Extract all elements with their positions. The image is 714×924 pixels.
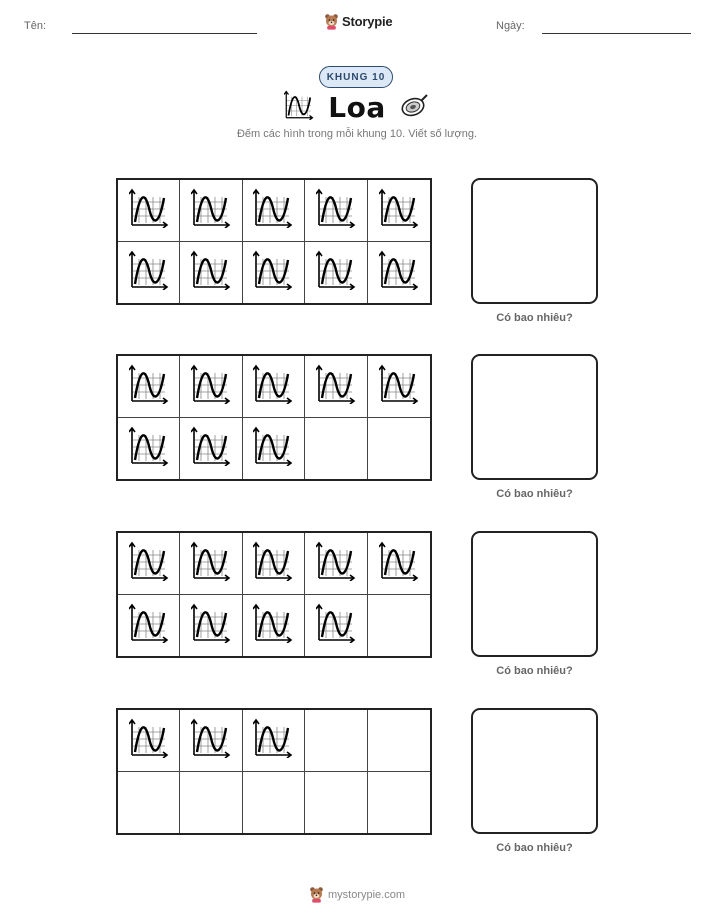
date-line[interactable] — [542, 33, 691, 34]
brand-name: Storypie — [342, 14, 393, 29]
frame-cell — [305, 595, 367, 657]
wave-graph-icon — [191, 541, 231, 586]
frame-cell — [180, 356, 242, 418]
instruction-text: Đếm các hình trong mỗi khung 10. Viết số lượng. — [236, 128, 477, 140]
wave-graph-icon — [191, 250, 231, 295]
frame-cell — [118, 356, 180, 418]
ten-frame-2 — [116, 354, 432, 481]
frame-cell — [243, 242, 305, 304]
frame-cell — [180, 418, 242, 480]
page-title: Loa — [328, 91, 386, 124]
how-many-label-4: Có bao nhiêu? — [496, 842, 573, 854]
storypie-bear-icon — [324, 13, 339, 30]
frame-cell — [180, 533, 242, 595]
wave-graph-icon — [253, 603, 293, 648]
date-label: Ngày: — [496, 20, 525, 32]
frame-cell — [118, 595, 180, 657]
brand-logo — [324, 13, 392, 30]
frame-cell — [118, 772, 180, 834]
answer-box-2[interactable] — [471, 354, 598, 480]
wave-graph-icon — [316, 541, 356, 586]
wave-graph-icon — [129, 541, 169, 586]
wave-graph-icon — [253, 718, 293, 763]
frame-cell — [180, 710, 242, 772]
wave-graph-icon — [253, 426, 293, 471]
wave-graph-icon — [129, 250, 169, 295]
wave-graph-icon — [316, 364, 356, 409]
wave-graph-icon — [191, 426, 231, 471]
frame-cell — [305, 180, 367, 242]
wave-graph-icon — [316, 188, 356, 233]
frame-cell — [368, 242, 430, 304]
frame-cell — [243, 710, 305, 772]
wave-graph-icon — [191, 364, 231, 409]
wave-graph-icon — [379, 541, 419, 586]
answer-box-3[interactable] — [471, 531, 598, 657]
title-row — [0, 90, 714, 125]
wave-graph-icon — [253, 541, 293, 586]
wave-graph-icon — [379, 364, 419, 409]
frame-cell — [368, 710, 430, 772]
frame-cell — [180, 772, 242, 834]
ten-frame-3 — [116, 531, 432, 658]
wave-graph-icon — [316, 603, 356, 648]
answer-box-4[interactable] — [471, 708, 598, 834]
frame-cell — [243, 533, 305, 595]
frame-cell — [118, 533, 180, 595]
frame-cell — [180, 180, 242, 242]
frame-cell — [305, 772, 367, 834]
how-many-label-2: Có bao nhiêu? — [496, 488, 573, 500]
frame-cell — [118, 418, 180, 480]
wave-graph-icon — [191, 718, 231, 763]
frame-cell — [118, 710, 180, 772]
wave-graph-icon — [129, 188, 169, 233]
ten-frame-badge: KHUNG 10 — [319, 66, 393, 88]
frame-cell — [368, 595, 430, 657]
frame-cell — [118, 242, 180, 304]
frame-cell — [305, 533, 367, 595]
frame-cell — [368, 772, 430, 834]
wave-graph-icon — [129, 426, 169, 471]
frame-cell — [243, 356, 305, 418]
frame-cell — [243, 772, 305, 834]
wave-graph-icon — [284, 90, 314, 125]
wave-graph-icon — [129, 718, 169, 763]
frame-cell — [118, 180, 180, 242]
wave-graph-icon — [253, 250, 293, 295]
how-many-label-1: Có bao nhiêu? — [496, 312, 573, 324]
frame-cell — [243, 595, 305, 657]
how-many-label-3: Có bao nhiêu? — [496, 665, 573, 677]
frame-cell — [305, 242, 367, 304]
name-label: Tên: — [24, 20, 47, 32]
wave-graph-icon — [191, 603, 231, 648]
wave-graph-icon — [379, 250, 419, 295]
answer-box-1[interactable] — [471, 178, 598, 304]
storypie-bear-icon — [309, 886, 324, 903]
wave-graph-icon — [316, 250, 356, 295]
frame-cell — [368, 418, 430, 480]
frame-cell — [180, 242, 242, 304]
frame-cell — [243, 418, 305, 480]
ten-frame-4 — [116, 708, 432, 835]
frame-cell — [180, 595, 242, 657]
ten-frame-1 — [116, 178, 432, 305]
frame-cell — [243, 180, 305, 242]
name-line[interactable] — [72, 33, 257, 34]
frame-cell — [305, 356, 367, 418]
footer-url: mystorypie.com — [327, 888, 406, 901]
frame-cell — [368, 533, 430, 595]
wave-graph-icon — [379, 188, 419, 233]
speaker-icon — [400, 92, 430, 123]
frame-cell — [305, 418, 367, 480]
wave-graph-icon — [253, 188, 293, 233]
wave-graph-icon — [129, 603, 169, 648]
wave-graph-icon — [253, 364, 293, 409]
footer — [0, 886, 714, 903]
frame-cell — [305, 710, 367, 772]
frame-cell — [368, 356, 430, 418]
wave-graph-icon — [191, 188, 231, 233]
wave-graph-icon — [129, 364, 169, 409]
frame-cell — [368, 180, 430, 242]
